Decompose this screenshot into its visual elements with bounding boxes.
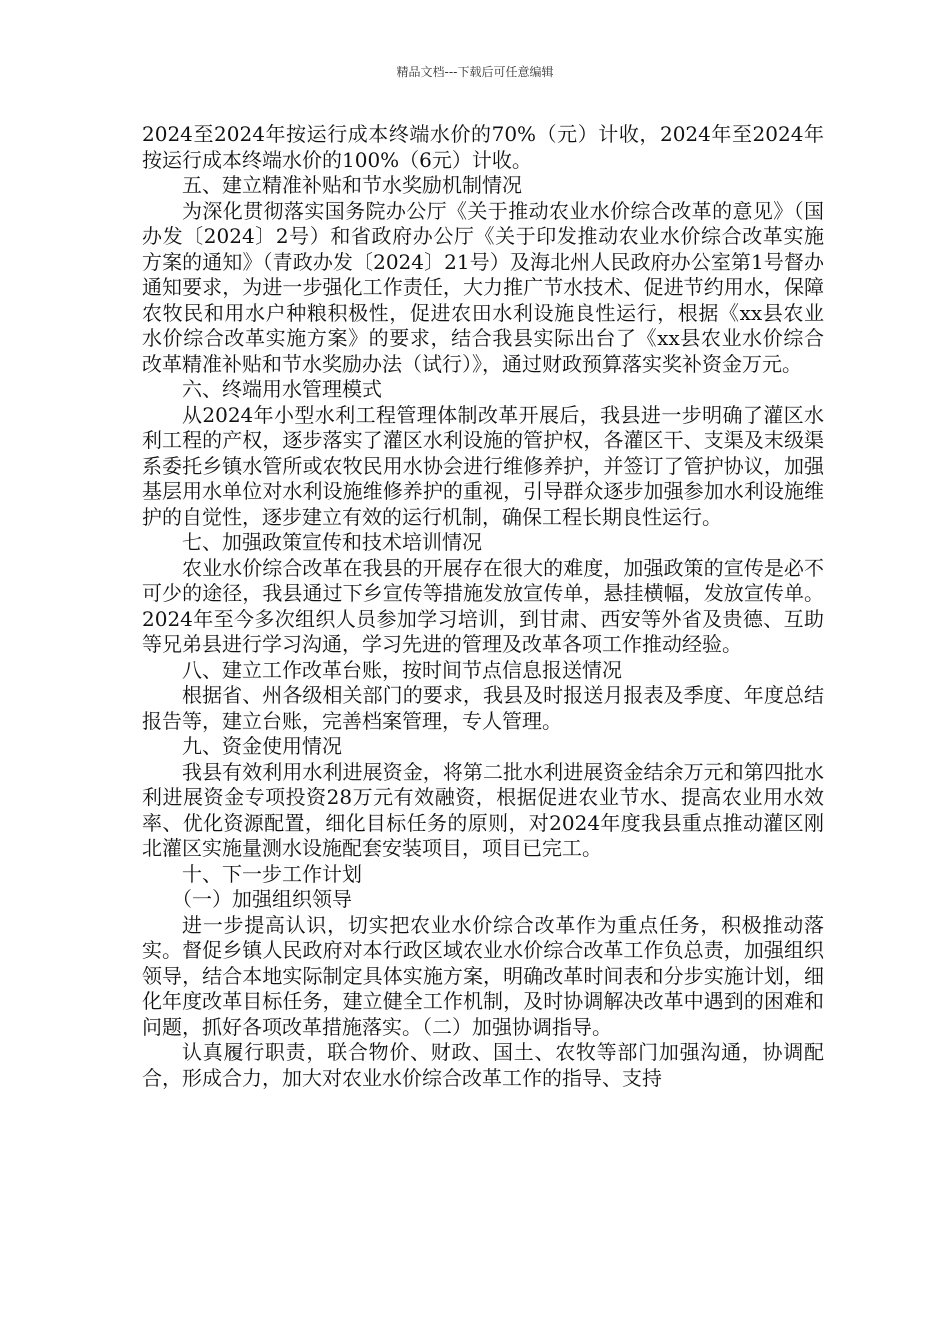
section-heading-10: 十、下一步工作计划 (182, 861, 362, 886)
section-heading-9: 九、资金使用情况 (182, 734, 342, 758)
paragraph-publicity: 农业水价综合改革在我县的开展存在很大的难度，加强政策的宣传是必不可少的途径，我县通过下乡宣传等措施发放宣传单，悬挂横幅，发放宣传单。2024年至今多次组织人员参加学习培训，到甘肃、西安等外省及贵德、互助等兄弟县进行学习沟通，学习先进的管理及改革各项工作推动经验。 (142, 555, 824, 656)
paragraph-water-price: 2024至2024年按运行成本终端水价的70%（元）计收，2024年至2024年按运行成本终端水价的100%（6元）计收。 (142, 122, 824, 172)
section-heading-6: 六、终端用水管理模式 (182, 377, 382, 401)
section-heading-5: 五、建立精准补贴和节水奖励机制情况 (182, 173, 522, 197)
section-heading-7: 七、加强政策宣传和技术培训情况 (182, 530, 482, 554)
paragraph-coordination: 认真履行职责，联合物价、财政、国土、农牧等部门加强沟通，协调配合，形成合力，加大对农业水价综合改革工作的指导、支持 (142, 1040, 824, 1090)
page-header: 精品文档---下载后可任意编辑 (396, 65, 554, 79)
paragraph-ledger: 根据省、州各级相关部门的要求，我县及时报送月报表及季度、年度总结报告等，建立台账，完善档案管理，专人管理。 (142, 683, 824, 733)
paragraph-funds: 我县有效利用水利进展资金，将第二批水利进展资金结余万元和第四批水利进展资金专项投资28万元有效融资，根据促进农业节水、提高农业用水效率、优化资源配置，细化目标任务的原则，对2024年度我县重点推动灌区刚北灌区实施量测水设施配套安装项目，项目已完工。 (142, 759, 824, 860)
paragraph-water-management: 从2024年小型水利工程管理体制改革开展后，我县进一步明确了灌区水利工程的产权，逐步落实了灌区水利设施的管护权，各灌区干、支渠及末级渠系委托乡镇水管所或农牧民用水协会进行维修养护，并签订了管护协议，加强基层用水单位对水利设施维修养护的重视，引导群众逐步加强参加水利设施维护的自觉性，逐步建立有效的运行机制，确保工程长期良性运行。 (142, 402, 824, 529)
section-heading-8: 八、建立工作改革台账，按时间节点信息报送情况 (182, 657, 622, 682)
document-body (142, 122, 824, 1091)
paragraph-subsidy: 为深化贯彻落实国务院办公厅《关于推动农业水价综合改革的意见》（国办发〔2024〕2号）和省政府办公厅《关于印发推动农业水价综合改革实施方案的通知》（青政办发〔2024〕21号）及海北州人民政府办公室第1号督办通知要求，为进一步强化工作责任，大力推广节水技术、促进节约用水，保障农牧民和用水户种粮积极性，促进农田水利设施良性运行，根据《xx县农业水价综合改革实施方案》的要求，结合我县实际出台了《xx县农业水价综合改革精准补贴和节水奖励办法（试行）》，通过财政预算落实奖补资金万元。 (142, 198, 824, 376)
subsection-heading-1: （一）加强组织领导 (172, 887, 352, 911)
paragraph-organization: 进一步提高认识，切实把农业水价综合改革作为重点任务，积极推动落实。督促乡镇人民政府对本行政区域农业水价综合改革工作负总责，加强组织领导，结合本地实际制定具体实施方案，明确改革时间表和分步实施计划，细化年度改革目标任务，建立健全工作机制，及时协调解决改革中遇到的困难和问题，抓好各项改革措施落实。（二）加强协调指导。 (142, 912, 824, 1039)
